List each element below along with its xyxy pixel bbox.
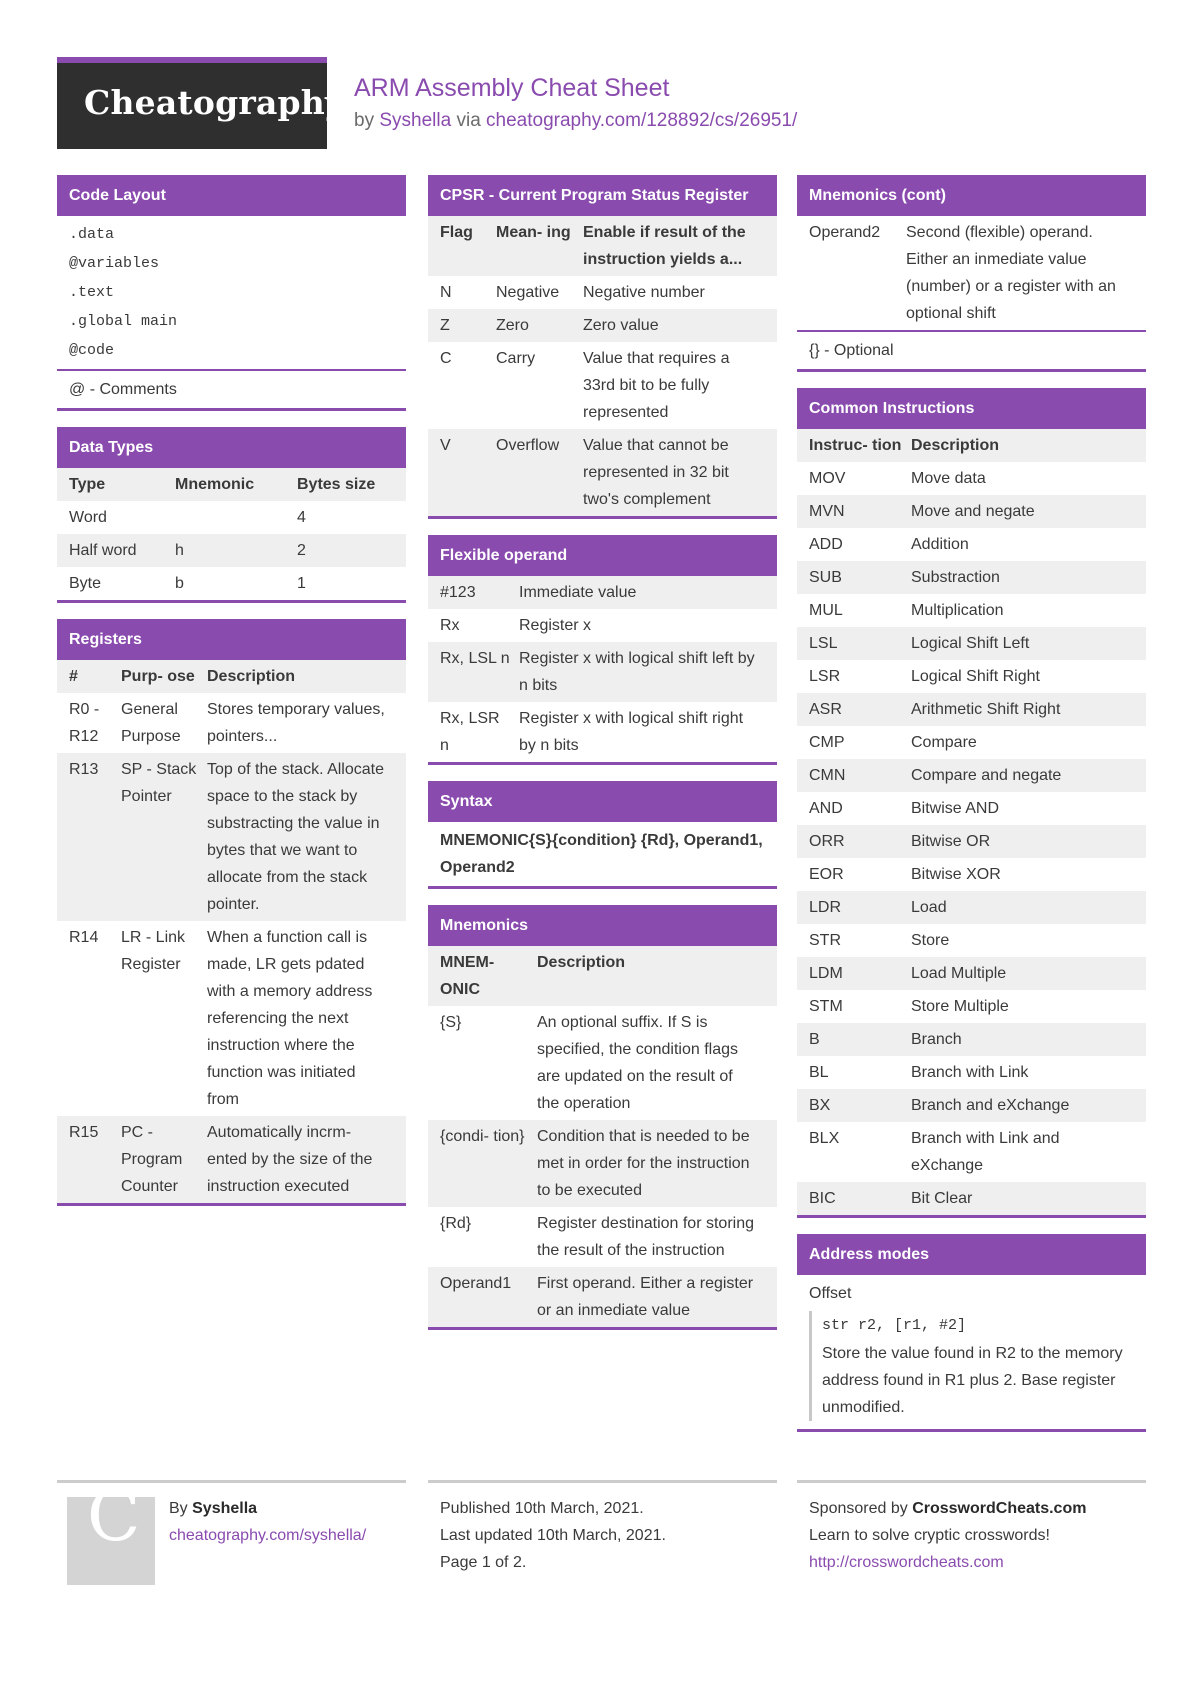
- table-row: [797, 1122, 1146, 1182]
- section-title: Data Types: [57, 427, 406, 468]
- cell: Automatically incrm- ented by the size of the instruction executed: [207, 1124, 373, 1195]
- logo-text: Cheatography: [84, 83, 345, 122]
- code-line: .text: [69, 284, 115, 301]
- table-row: [797, 528, 1146, 561]
- header-cell: Description: [911, 437, 1000, 454]
- table-row: [428, 1006, 777, 1120]
- description-cell: Bitwise XOR: [911, 866, 1001, 883]
- header-cell: MNEM- ONIC: [440, 954, 495, 998]
- description-cell: Branch: [911, 1031, 962, 1048]
- table-row: [797, 693, 1146, 726]
- description-cell: Branch and eXchange: [911, 1097, 1070, 1114]
- table-row: [428, 702, 777, 762]
- instruction-cell: BX: [809, 1097, 831, 1114]
- instruction-cell: BL: [809, 1064, 829, 1081]
- syntax-text: MNEMONIC{S}{condition} {Rd}, Operand1, Operand2: [440, 832, 763, 876]
- instruction-cell: EOR: [809, 866, 844, 883]
- table-row: [57, 693, 406, 753]
- instruction-cell: SUB: [809, 569, 842, 586]
- column-3: [797, 175, 1146, 1448]
- data-types-section: [57, 427, 406, 603]
- description-cell: Bit Clear: [911, 1190, 973, 1207]
- cell: R0 - R12: [69, 701, 100, 745]
- cheatography-badge: [67, 1475, 155, 1585]
- instruction-cell: STR: [809, 932, 841, 949]
- table-header-row: [797, 429, 1146, 462]
- cell: Negative number: [583, 284, 705, 301]
- code-line: @code: [69, 342, 115, 359]
- cell: Half word: [69, 542, 137, 559]
- table-row: [428, 309, 777, 342]
- table-row: [797, 1023, 1146, 1056]
- instruction-cell: B: [809, 1031, 820, 1048]
- header-cell: Purp- ose: [121, 668, 195, 685]
- cell: Overflow: [496, 437, 560, 454]
- table-row: [428, 609, 777, 642]
- table-row: [428, 642, 777, 702]
- table-row: [428, 1267, 777, 1327]
- table-row: [57, 567, 406, 600]
- mnemonics-cont-section: [797, 175, 1146, 372]
- badge-letter: C: [87, 1475, 141, 1557]
- cell: 2: [297, 542, 306, 559]
- sheet-title: ARM Assembly Cheat Sheet: [354, 74, 670, 102]
- byline-by: by: [354, 110, 375, 131]
- instruction-cell: STM: [809, 998, 843, 1015]
- table-row: [57, 501, 406, 534]
- instruction-cell: BLX: [809, 1130, 840, 1147]
- cell: SP - Stack Pointer: [121, 761, 197, 805]
- instruction-cell: ASR: [809, 701, 842, 718]
- table-row: [428, 576, 777, 609]
- table-row: [797, 627, 1146, 660]
- cell: Rx: [440, 617, 460, 634]
- cell: Condition that is needed to be met in order for the instruction to be executed: [537, 1128, 750, 1199]
- instruction-cell: LDR: [809, 899, 842, 916]
- instruction-cell: LSR: [809, 668, 841, 685]
- code-line: .data: [69, 226, 115, 243]
- cell: Carry: [496, 350, 536, 367]
- table-row: [797, 858, 1146, 891]
- footer-dates: [428, 1480, 777, 1576]
- cell: General Purpose: [121, 701, 181, 745]
- section-title: Registers: [57, 619, 406, 660]
- cell: h: [175, 542, 184, 559]
- comment-note: @ - Comments: [57, 369, 406, 408]
- description-cell: Branch with Link and eXchange: [911, 1130, 1060, 1174]
- cell: First operand. Either a register or an inmediate value: [537, 1275, 754, 1319]
- table-row: [428, 429, 777, 516]
- cell: {S}: [440, 1014, 462, 1031]
- footer-published: Published 10th March, 2021.: [440, 1500, 644, 1517]
- cell: 1: [297, 575, 306, 592]
- table-row: [797, 825, 1146, 858]
- table-row: [797, 1089, 1146, 1122]
- header-cell: Type: [69, 476, 106, 493]
- description-cell: Logical Shift Right: [911, 668, 1040, 685]
- cell: Immediate value: [519, 584, 637, 601]
- cell: LR - Link Register: [121, 929, 186, 973]
- description-cell: Branch with Link: [911, 1064, 1029, 1081]
- cell: Value that requires a 33rd bit to be fully represented: [583, 350, 730, 421]
- section-title: Mnemonics (cont): [797, 175, 1146, 216]
- table-row: [57, 534, 406, 567]
- author-link[interactable]: Syshella: [379, 110, 452, 131]
- instruction-cell: MUL: [809, 602, 843, 619]
- column-1: [57, 175, 406, 1222]
- cell: Stores temporary values, pointers...: [207, 701, 385, 745]
- cell: Operand2: [809, 224, 881, 241]
- cell: Value that cannot be represented in 32 bit two's complement: [583, 437, 729, 508]
- instruction-cell: ADD: [809, 536, 843, 553]
- table-row: [797, 495, 1146, 528]
- cell: When a function call is made, LR gets pdated with a memory address referencing the next instruction where the function was initiated from: [207, 929, 373, 1108]
- instruction-cell: CMP: [809, 734, 845, 751]
- flexible-operand-section: [428, 535, 777, 765]
- cell: Top of the stack. Allocate space to the stack by substracting the value in bytes that we want to allocate from the stack pointer.: [207, 761, 384, 913]
- cell: {condi- tion}: [440, 1128, 525, 1145]
- table-row: [428, 342, 777, 429]
- cell: Byte: [69, 575, 102, 592]
- column-2: [428, 175, 777, 1346]
- table-row: [797, 594, 1146, 627]
- cell: Z: [440, 317, 450, 334]
- sheet-byline: [354, 110, 797, 132]
- cpsr-section: [428, 175, 777, 519]
- sheet-url-link[interactable]: cheatography.com/128892/cs/26951/: [486, 110, 798, 131]
- table-row: [797, 660, 1146, 693]
- table-row: [797, 891, 1146, 924]
- description-cell: Load Multiple: [911, 965, 1007, 982]
- cell: b: [175, 575, 184, 592]
- cell: Register x with logical shift right by n bits: [519, 710, 744, 754]
- cell: Register destination for storing the result of the instruction: [537, 1215, 754, 1259]
- cell: {Rd}: [440, 1215, 472, 1232]
- description-cell: Logical Shift Left: [911, 635, 1030, 652]
- cell: N: [440, 284, 452, 301]
- sponsor-link[interactable]: http://crosswordcheats.com: [809, 1554, 1004, 1571]
- description-cell: Multiplication: [911, 602, 1004, 619]
- section-title: CPSR - Current Program Status Register: [428, 175, 777, 216]
- table-row: [797, 1056, 1146, 1089]
- cell: Operand1: [440, 1275, 512, 1292]
- sponsor-text: Learn to solve cryptic crosswords!: [809, 1527, 1050, 1544]
- instruction-cell: BIC: [809, 1190, 836, 1207]
- registers-section: [57, 619, 406, 1206]
- table-row: [797, 561, 1146, 594]
- cell: 4: [297, 509, 306, 526]
- cell: C: [440, 350, 452, 367]
- table-row: [797, 216, 1146, 330]
- header-cell: Instruc- tion: [809, 437, 902, 454]
- table-row: [428, 1120, 777, 1207]
- table-row: [428, 276, 777, 309]
- header-cell: Mnemonic: [175, 476, 255, 493]
- table-row: [57, 921, 406, 1116]
- description-cell: Load: [911, 899, 947, 916]
- footer-author-name[interactable]: Syshella: [192, 1500, 258, 1517]
- footer-updated: Last updated 10th March, 2021.: [440, 1527, 666, 1544]
- address-mode-label: Offset: [809, 1285, 852, 1302]
- address-modes-section: [797, 1234, 1146, 1432]
- section-title: Syntax: [428, 781, 777, 822]
- cell: R15: [69, 1124, 99, 1141]
- table-row: [797, 759, 1146, 792]
- table-row: [57, 753, 406, 921]
- instruction-cell: CMN: [809, 767, 846, 784]
- section-title: Code Layout: [57, 175, 406, 216]
- code-line: @variables: [69, 255, 160, 272]
- code-layout-section: [57, 175, 406, 411]
- byline-via: via: [456, 110, 481, 131]
- code-line: .global main: [69, 313, 178, 330]
- description-cell: Bitwise AND: [911, 800, 1000, 817]
- instruction-cell: MVN: [809, 503, 845, 520]
- description-cell: Compare and negate: [911, 767, 1062, 784]
- header-cell: Mean- ing: [496, 224, 571, 241]
- cell: An optional suffix. If S is specified, the condition flags are updated on the result of the operation: [537, 1014, 739, 1112]
- section-title: Address modes: [797, 1234, 1146, 1275]
- cell: R13: [69, 761, 99, 778]
- footer-author: [57, 1475, 406, 1557]
- instruction-cell: LDM: [809, 965, 843, 982]
- cell: Negative: [496, 284, 560, 301]
- description-cell: Move data: [911, 470, 986, 487]
- description-cell: Substraction: [911, 569, 1000, 586]
- header-cell: Description: [537, 954, 626, 971]
- section-title: Mnemonics: [428, 905, 777, 946]
- footer-page: Page 1 of 2.: [440, 1554, 527, 1571]
- table-header-row: [57, 660, 406, 693]
- cell: Register x: [519, 617, 592, 634]
- common-instructions-section: [797, 388, 1146, 1218]
- cell: V: [440, 437, 451, 454]
- cell: Word: [69, 509, 107, 526]
- footer-sponsored-by: Sponsored by: [809, 1500, 908, 1517]
- description-cell: Addition: [911, 536, 969, 553]
- cell: Rx, LSR n: [440, 710, 500, 754]
- instruction-cell: MOV: [809, 470, 846, 487]
- table-row: [797, 462, 1146, 495]
- table-header-row: [428, 946, 777, 1006]
- footer-sponsor: [797, 1480, 1146, 1576]
- instruction-cell: AND: [809, 800, 843, 817]
- description-cell: Bitwise OR: [911, 833, 991, 850]
- description-cell: Store Multiple: [911, 998, 1009, 1015]
- cell: Register x with logical shift left by n bits: [519, 650, 755, 694]
- address-mode-example: [809, 1311, 1134, 1421]
- table-row: [797, 957, 1146, 990]
- cell: #123: [440, 584, 476, 601]
- footer-author-link[interactable]: cheatography.com/syshella/: [169, 1527, 367, 1544]
- description-cell: Compare: [911, 734, 977, 751]
- table-header-row: [57, 468, 406, 501]
- table-row: [57, 1116, 406, 1203]
- header-cell: Enable if result of the instruction yields a...: [583, 224, 746, 268]
- table-row: [797, 792, 1146, 825]
- header-cell: Description: [207, 668, 296, 685]
- table-row: [797, 924, 1146, 957]
- mnemonics-section: [428, 905, 777, 1330]
- table-row: [797, 1182, 1146, 1215]
- table-row: [428, 1207, 777, 1267]
- header-cell: Flag: [440, 224, 473, 241]
- address-mode-description: Store the value found in R2 to the memory address found in R1 plus 2. Base register unmodified.: [822, 1345, 1123, 1416]
- section-title: Flexible operand: [428, 535, 777, 576]
- cell: [175, 504, 297, 531]
- cell: PC - Program Counter: [121, 1124, 183, 1195]
- instruction-cell: ORR: [809, 833, 845, 850]
- header-cell: #: [69, 668, 78, 685]
- syntax-section: [428, 781, 777, 889]
- cell: Second (flexible) operand. Either an inmediate value (number) or a register with an optional shift: [906, 224, 1116, 322]
- table-row: [797, 726, 1146, 759]
- section-title: Common Instructions: [797, 388, 1146, 429]
- header-cell: Bytes size: [297, 476, 376, 493]
- cell: Zero value: [583, 317, 659, 334]
- cell: Rx, LSL n: [440, 650, 510, 667]
- cell: R14: [69, 929, 99, 946]
- cheatography-logo[interactable]: [57, 57, 345, 149]
- sponsor-name[interactable]: CrosswordCheats.com: [912, 1500, 1087, 1517]
- instruction-cell: LSL: [809, 635, 838, 652]
- description-cell: Store: [911, 932, 950, 949]
- description-cell: Arithmetic Shift Right: [911, 701, 1061, 718]
- table-header-row: [428, 216, 777, 276]
- cell: Zero: [496, 317, 529, 334]
- optional-note: {} - Optional: [797, 330, 1146, 369]
- address-mode-code: str r2, [r1, #2]: [822, 1317, 967, 1334]
- table-row: [797, 990, 1146, 1023]
- footer-by: By: [169, 1500, 188, 1517]
- description-cell: Move and negate: [911, 503, 1035, 520]
